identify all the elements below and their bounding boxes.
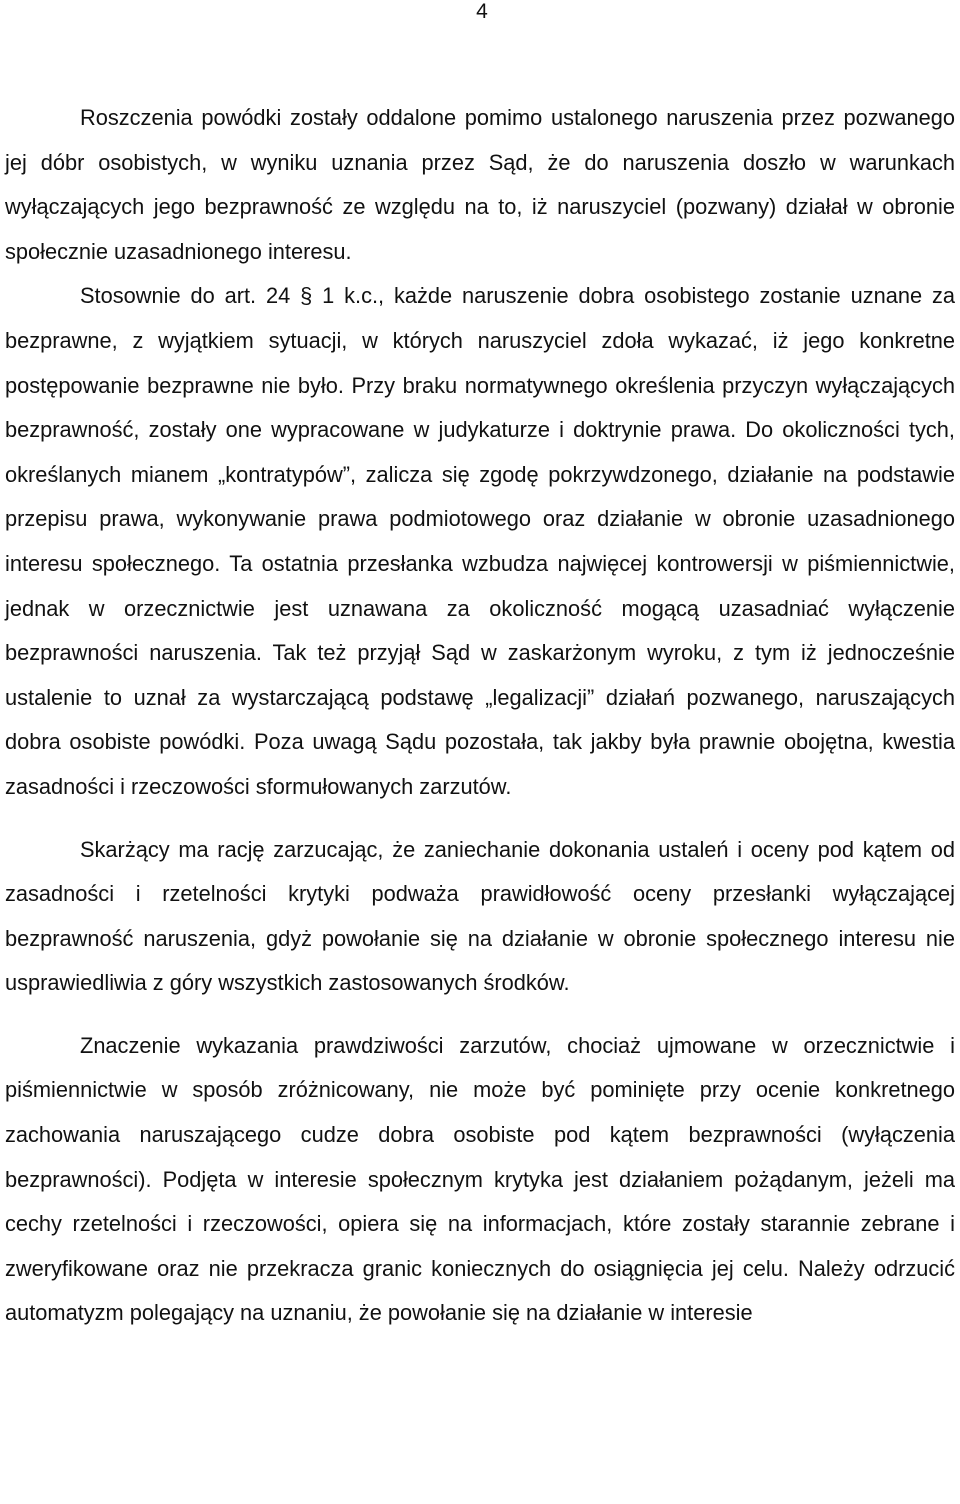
paragraph-1: Roszczenia powódki zostały oddalone pomimo ustalonego naruszenia przez pozwanego jej dóbr osobistych, w wyniku uznania przez Sąd, że do naruszenia doszło w warunkach wyłączających jego bezprawność ze względu na to, iż naruszyciel (pozwany) działał w obronie społecznie uzasadnionego interesu. [5,105,955,264]
paragraph-2: Stosownie do art. 24 § 1 k.c., każde naruszenie dobra osobistego zostanie uznane za bezprawne, z wyjątkiem sytuacji, w których naruszyciel zdoła wykazać, iż jego konkretne postępowanie bezprawne nie było. Przy braku normatywnego określenia przyczyn wyłączających bezprawność, zostały one wypracowane w judykaturze i doktrynie prawa. Do okoliczności tych, określanych mianem „kontratypów”, zalicza się zgodę pokrzywdzonego, działanie na podstawie przepisu prawa, wykonywanie prawa podmiotowego oraz działanie w obronie uzasadnionego interesu społecznego. Ta ostatnia przesłanka wzbudza najwięcej kontrowersji w piśmiennictwie, jednak w orzecznictwie jest uznawana za okoliczność mogącą uzasadniać wyłączenie bezprawności naruszenia. Tak też przyjął Sąd w zaskarżonym wyroku, z tym iż jednocześnie ustalenie to uznał za wystarczającą podstawę „legalizacji” działań pozwanego, naruszających dobra osobiste powódki. Poza uwagą Sądu pozostała, tak jakby była prawnie obojętna, kwestia zasadności i rzeczowości sformułowanych zarzutów. [5,283,955,799]
page-number: 4 [476,0,488,23]
document-body [5,96,955,1336]
paragraph-4: Znaczenie wykazania prawdziwości zarzutów, chociaż ujmowane w orzecznictwie i piśmiennictwie w sposób zróżnicowany, nie może być pominięte przy ocenie konkretnego zachowania naruszającego cudze dobra osobiste pod kątem bezprawności (wyłączenia bezprawności). Podjęta w interesie społecznym krytyka jest działaniem pożądanym, jeżeli ma cechy rzetelności i rzeczowości, opiera się na informacjach, które zostały starannie zebrane i zweryfikowane oraz nie przekracza granic koniecznych do osiągnięcia jej celu. Należy odrzucić automatyzm polegający na uznaniu, że powołanie się na działanie w interesie [5,1032,955,1326]
paragraph-3: Skarżący ma rację zarzucając, że zaniechanie dokonania ustaleń i oceny pod kątem od zasadności i rzetelności krytyki podważa prawidłowość oceny przesłanki wyłączającej bezprawność naruszenia, gdyż powołanie się na działanie w obronie społecznego interesu nie usprawiedliwia z góry wszystkich zastosowanych środków. [5,836,955,996]
